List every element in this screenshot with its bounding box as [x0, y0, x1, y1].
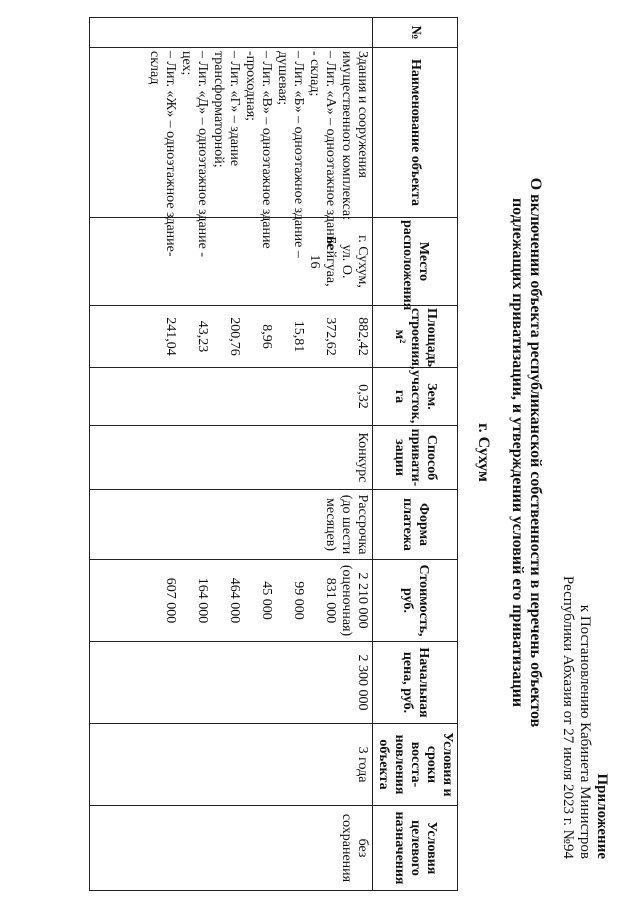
location-line: 16 — [307, 254, 322, 269]
cost-item: 831 000 — [323, 577, 338, 624]
name-line: - склад; — [307, 51, 322, 97]
header-num: № — [373, 18, 458, 48]
cost-total-note: (оценочная) — [339, 564, 354, 637]
cell-price: 2 300 000 — [90, 642, 373, 724]
table-header-row — [373, 18, 458, 891]
cell-terms: 3 года — [90, 724, 373, 806]
name-line: Здания и сооружения — [355, 51, 370, 178]
table-row — [90, 18, 373, 891]
cell-method: Конкурс — [90, 426, 373, 490]
cost-item: 464 000 — [227, 577, 242, 624]
document-title-line-2: подлежащих приватизации, и утверждении условий его приватизации — [509, 197, 526, 708]
header-cost: Стоимость, руб. — [373, 560, 458, 642]
header-payment: Форма платежа — [373, 490, 458, 560]
cell-num — [90, 18, 373, 48]
cost-item: 99 000 — [291, 581, 306, 620]
appendix-block — [559, 576, 610, 859]
cell-name — [90, 48, 373, 258]
cell-purpose — [90, 806, 373, 891]
header-area: Площадь строения, м² — [373, 306, 458, 368]
cell-payment — [90, 490, 373, 560]
appendix-line-1: к Постановлению Кабинета Министров — [577, 604, 593, 859]
cell-cost — [90, 560, 373, 642]
appendix-title: Приложение — [594, 773, 610, 859]
header-purpose: Условия целевого назначения — [373, 806, 458, 891]
payment-line: месяцев) — [323, 497, 338, 552]
cost-item: 45 000 — [259, 581, 274, 620]
header-name: Наименование объекта — [373, 48, 458, 218]
name-line: – Лит. «Б» – одноэтажное здание – — [291, 51, 306, 258]
name-line: имущественного комплекса: — [339, 51, 354, 220]
header-terms: Условия и сроки восста-новления объекта — [373, 724, 458, 806]
cell-land: 0,32 — [90, 368, 373, 426]
area-item: 15,81 — [291, 320, 306, 353]
area-total: 882,42 — [355, 317, 370, 356]
payment-line: (до шести — [339, 494, 354, 555]
cost-item: 164 000 — [195, 577, 210, 624]
name-line: – Лит. «В» – одноэтажное здание — [259, 51, 274, 249]
area-item: 200,76 — [227, 317, 242, 356]
purpose-line: сохранения — [339, 813, 354, 883]
appendix-line-2: Республики Абхазия от 27 июля 2023 г. №94 — [560, 575, 576, 859]
header-method: Способ привати-зации — [373, 426, 458, 490]
name-line: – Лит. «Ж» – одноэтажное здание- — [163, 51, 178, 257]
header-land: Зем. участок, га — [373, 368, 458, 426]
cost-item: 607 000 — [163, 577, 178, 624]
name-line: склад — [147, 51, 162, 85]
name-line: – Лит. «Г» – здание — [227, 51, 242, 167]
area-item: 241,04 — [163, 317, 178, 356]
location-line: г. Сухум, — [355, 235, 370, 288]
document-title-line-1: О включении объекта республиканской собственности в перечень объектов — [527, 177, 544, 728]
name-line: -проходная; — [243, 51, 258, 122]
area-item: 8,96 — [259, 324, 274, 349]
name-line: трансформаторной; — [211, 51, 226, 168]
area-item: 43,23 — [195, 320, 210, 353]
header-price: Начальная цена, руб. — [373, 642, 458, 724]
name-line: цех; — [179, 51, 194, 76]
city-heading: г. Сухум — [475, 423, 492, 482]
payment-line: Рассрочка — [355, 494, 370, 555]
name-line: – Лит. «Д» – одноэтажное здание - — [195, 51, 210, 258]
area-item: 372,62 — [323, 317, 338, 356]
header-location: Место расположения — [373, 218, 458, 306]
document-title — [508, 0, 544, 905]
purpose-line: без — [355, 838, 370, 858]
cost-total: 2 210 000 — [355, 572, 370, 629]
privatization-table — [89, 17, 458, 891]
name-line: – Лит. «А» – одноэтажное здание — [323, 51, 338, 250]
location-line: ул. О. Бейгуаа, — [323, 236, 354, 287]
cell-area — [90, 306, 373, 368]
name-line: душевая; — [275, 51, 290, 106]
